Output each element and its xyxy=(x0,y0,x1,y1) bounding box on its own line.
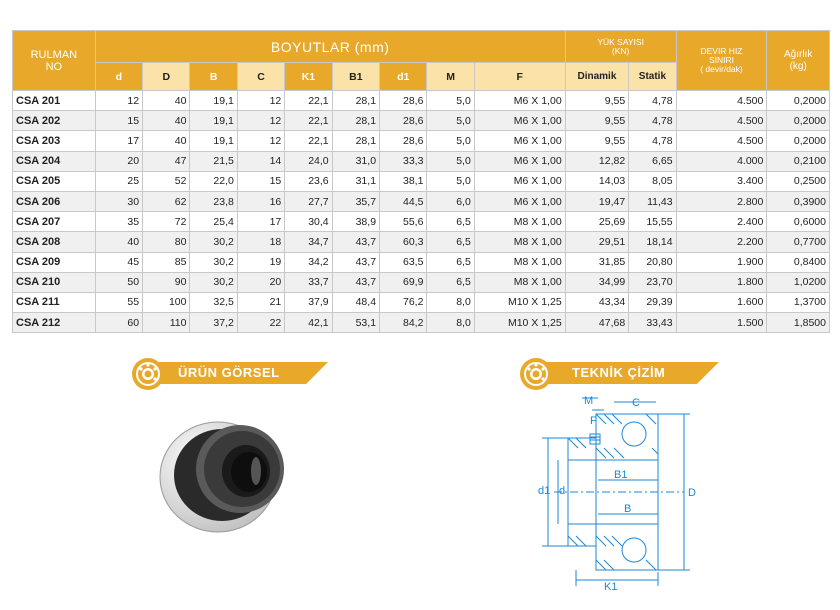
value-cell: 35 xyxy=(95,212,142,232)
col-M: M xyxy=(427,63,474,91)
specs-table xyxy=(12,30,830,333)
value-cell: 17 xyxy=(237,212,284,232)
value-cell: 4.500 xyxy=(676,91,767,111)
value-cell: 28,6 xyxy=(380,91,427,111)
value-cell: 1,0200 xyxy=(767,272,830,292)
value-cell: 27,7 xyxy=(285,191,332,211)
dim-M-label: M xyxy=(584,395,594,407)
bearing-code-cell: CSA 211 xyxy=(13,292,96,312)
value-cell: 37,2 xyxy=(190,313,237,333)
value-cell: 22,1 xyxy=(285,131,332,151)
bearing-logo-icon xyxy=(516,356,558,392)
value-cell: 12 xyxy=(237,91,284,111)
value-cell: 4.500 xyxy=(676,111,767,131)
value-cell: 25,4 xyxy=(190,212,237,232)
value-cell: 28,6 xyxy=(380,111,427,131)
bearing-code-cell: CSA 209 xyxy=(13,252,96,272)
table-row xyxy=(13,131,830,151)
value-cell: 25 xyxy=(95,171,142,191)
value-cell: 12 xyxy=(237,131,284,151)
value-cell: 33,43 xyxy=(629,313,676,333)
value-cell: 6,5 xyxy=(427,232,474,252)
value-cell: 0,2000 xyxy=(767,131,830,151)
value-cell: 2.800 xyxy=(676,191,767,211)
value-cell: 30,4 xyxy=(285,212,332,232)
value-cell: 22 xyxy=(237,313,284,333)
value-cell: 85 xyxy=(143,252,190,272)
urun-gorsel-title: ÜRÜN GÖRSEL xyxy=(178,365,280,380)
table-row xyxy=(13,212,830,232)
value-cell: 30,2 xyxy=(190,272,237,292)
dim-d-label: d xyxy=(559,485,566,497)
value-cell: 38,9 xyxy=(332,212,379,232)
bearing-code-cell: CSA 207 xyxy=(13,212,96,232)
value-cell: 40 xyxy=(143,111,190,131)
value-cell: 63,5 xyxy=(380,252,427,272)
value-cell: 19,1 xyxy=(190,91,237,111)
value-cell: 33,3 xyxy=(380,151,427,171)
value-cell: 31,0 xyxy=(332,151,379,171)
table-row xyxy=(13,191,830,211)
value-cell: 15 xyxy=(237,171,284,191)
value-cell: 76,2 xyxy=(380,292,427,312)
value-cell: 40 xyxy=(143,131,190,151)
value-cell: 1.900 xyxy=(676,252,767,272)
value-cell: 47 xyxy=(143,151,190,171)
value-cell: 30 xyxy=(95,191,142,211)
bearing-code-cell: CSA 204 xyxy=(13,151,96,171)
yuk-sayisi-header: YÜK SAYISI (KN) xyxy=(565,31,676,63)
value-cell: M6 X 1,00 xyxy=(474,131,565,151)
value-cell: 34,2 xyxy=(285,252,332,272)
col-B: B xyxy=(190,63,237,91)
value-cell: 2.200 xyxy=(676,232,767,252)
value-cell: 43,7 xyxy=(332,252,379,272)
dim-K1-label: K1 xyxy=(604,581,618,593)
dim-B1-label: B1 xyxy=(614,469,628,481)
value-cell: 28,1 xyxy=(332,91,379,111)
devir-hiz-header: DEVIR HIZ SINIRI ( devir/dak) xyxy=(676,31,767,91)
value-cell: 38,1 xyxy=(380,171,427,191)
value-cell: 17 xyxy=(95,131,142,151)
value-cell: 25,69 xyxy=(565,212,629,232)
value-cell: 19,1 xyxy=(190,131,237,151)
value-cell: M8 X 1,00 xyxy=(474,252,565,272)
value-cell: 0,2000 xyxy=(767,91,830,111)
value-cell: 0,3900 xyxy=(767,191,830,211)
value-cell: 48,4 xyxy=(332,292,379,312)
value-cell: 29,39 xyxy=(629,292,676,312)
value-cell: 21,5 xyxy=(190,151,237,171)
col-B1: B1 xyxy=(332,63,379,91)
boyutlar-header: BOYUTLAR (mm) xyxy=(95,31,565,63)
bearing-code-cell: CSA 205 xyxy=(13,171,96,191)
value-cell: 5,0 xyxy=(427,151,474,171)
value-cell: 6,65 xyxy=(629,151,676,171)
value-cell: 8,0 xyxy=(427,292,474,312)
value-cell: 20,80 xyxy=(629,252,676,272)
col-K1: K1 xyxy=(285,63,332,91)
bearing-code-cell: CSA 210 xyxy=(13,272,96,292)
value-cell: 21 xyxy=(237,292,284,312)
value-cell: 1,8500 xyxy=(767,313,830,333)
value-cell: M6 X 1,00 xyxy=(474,171,565,191)
value-cell: 50 xyxy=(95,272,142,292)
value-cell: 28,1 xyxy=(332,111,379,131)
bearing-code-cell: CSA 212 xyxy=(13,313,96,333)
bearing-code-cell: CSA 203 xyxy=(13,131,96,151)
dim-F-label: F xyxy=(590,415,597,427)
value-cell: 28,1 xyxy=(332,131,379,151)
col-dinamik: Dinamik xyxy=(565,63,629,91)
value-cell: 4.500 xyxy=(676,131,767,151)
table-row xyxy=(13,171,830,191)
value-cell: 9,55 xyxy=(565,111,629,131)
value-cell: 69,9 xyxy=(380,272,427,292)
value-cell: M6 X 1,00 xyxy=(474,111,565,131)
value-cell: 18,14 xyxy=(629,232,676,252)
value-cell: 40 xyxy=(95,232,142,252)
value-cell: 23,70 xyxy=(629,272,676,292)
value-cell: 5,0 xyxy=(427,111,474,131)
value-cell: 5,0 xyxy=(427,91,474,111)
bearing-code-cell: CSA 206 xyxy=(13,191,96,211)
value-cell: 30,2 xyxy=(190,252,237,272)
value-cell: 22,1 xyxy=(285,111,332,131)
col-C: C xyxy=(237,63,284,91)
value-cell: 23,8 xyxy=(190,191,237,211)
value-cell: 14 xyxy=(237,151,284,171)
value-cell: 22,0 xyxy=(190,171,237,191)
technical-drawing xyxy=(534,390,714,595)
bearing-code-cell: CSA 202 xyxy=(13,111,96,131)
bearing-logo-icon xyxy=(128,356,170,392)
value-cell: 0,2500 xyxy=(767,171,830,191)
value-cell: M6 X 1,00 xyxy=(474,91,565,111)
value-cell: M10 X 1,25 xyxy=(474,313,565,333)
value-cell: 72 xyxy=(143,212,190,232)
value-cell: 5,0 xyxy=(427,171,474,191)
value-cell: 34,7 xyxy=(285,232,332,252)
value-cell: 31,85 xyxy=(565,252,629,272)
value-cell: 44,5 xyxy=(380,191,427,211)
value-cell: 60,3 xyxy=(380,232,427,252)
table-row xyxy=(13,151,830,171)
dim-B-label: B xyxy=(624,503,632,515)
bearing-code-cell: CSA 208 xyxy=(13,232,96,252)
value-cell: 5,0 xyxy=(427,131,474,151)
value-cell: 80 xyxy=(143,232,190,252)
table-row xyxy=(13,272,830,292)
table-row xyxy=(13,292,830,312)
value-cell: 110 xyxy=(143,313,190,333)
table-row xyxy=(13,252,830,272)
value-cell: M6 X 1,00 xyxy=(474,191,565,211)
agirlik-header: Ağırlık (kg) xyxy=(767,31,830,91)
value-cell: 6,0 xyxy=(427,191,474,211)
value-cell: 47,68 xyxy=(565,313,629,333)
bearing-product-image xyxy=(150,405,310,535)
value-cell: 19 xyxy=(237,252,284,272)
value-cell: 23,6 xyxy=(285,171,332,191)
table-row xyxy=(13,313,830,333)
value-cell: 100 xyxy=(143,292,190,312)
value-cell: M8 X 1,00 xyxy=(474,212,565,232)
bearing-code-cell: CSA 201 xyxy=(13,91,96,111)
value-cell: 3.400 xyxy=(676,171,767,191)
value-cell: 11,43 xyxy=(629,191,676,211)
value-cell: 4,78 xyxy=(629,91,676,111)
value-cell: 1.500 xyxy=(676,313,767,333)
value-cell: 2.400 xyxy=(676,212,767,232)
specs-table-wrap xyxy=(12,30,830,333)
value-cell: 8,05 xyxy=(629,171,676,191)
value-cell: 6,5 xyxy=(427,252,474,272)
value-cell: 8,0 xyxy=(427,313,474,333)
value-cell: 19,47 xyxy=(565,191,629,211)
value-cell: 62 xyxy=(143,191,190,211)
urun-gorsel-banner xyxy=(128,356,328,388)
value-cell: 15 xyxy=(95,111,142,131)
value-cell: 52 xyxy=(143,171,190,191)
value-cell: 16 xyxy=(237,191,284,211)
value-cell: 9,55 xyxy=(565,91,629,111)
value-cell: 40 xyxy=(143,91,190,111)
col-statik: Statik xyxy=(629,63,676,91)
value-cell: 12,82 xyxy=(565,151,629,171)
col-F: F xyxy=(474,63,565,91)
rulman-no-header: RULMAN NO xyxy=(13,31,96,91)
value-cell: 0,6000 xyxy=(767,212,830,232)
value-cell: 0,7700 xyxy=(767,232,830,252)
value-cell: 14,03 xyxy=(565,171,629,191)
value-cell: 42,1 xyxy=(285,313,332,333)
table-row xyxy=(13,111,830,131)
value-cell: 32,5 xyxy=(190,292,237,312)
value-cell: 6,5 xyxy=(427,272,474,292)
value-cell: 1.600 xyxy=(676,292,767,312)
dim-d1-label: d1 xyxy=(538,485,551,497)
value-cell: 1.800 xyxy=(676,272,767,292)
value-cell: 28,6 xyxy=(380,131,427,151)
value-cell: 60 xyxy=(95,313,142,333)
value-cell: 37,9 xyxy=(285,292,332,312)
value-cell: M8 X 1,00 xyxy=(474,232,565,252)
value-cell: 6,5 xyxy=(427,212,474,232)
teknik-cizim-title: TEKNİK ÇİZİM xyxy=(572,365,666,380)
value-cell: 55,6 xyxy=(380,212,427,232)
value-cell: 33,7 xyxy=(285,272,332,292)
value-cell: 45 xyxy=(95,252,142,272)
value-cell: 84,2 xyxy=(380,313,427,333)
teknik-cizim-banner xyxy=(516,356,721,388)
value-cell: 53,1 xyxy=(332,313,379,333)
value-cell: 43,7 xyxy=(332,272,379,292)
col-d1: d1 xyxy=(380,63,427,91)
value-cell: 9,55 xyxy=(565,131,629,151)
value-cell: 0,2000 xyxy=(767,111,830,131)
value-cell: 31,1 xyxy=(332,171,379,191)
value-cell: 55 xyxy=(95,292,142,312)
value-cell: 34,99 xyxy=(565,272,629,292)
dim-C-label: C xyxy=(632,397,640,409)
value-cell: 30,2 xyxy=(190,232,237,252)
table-row xyxy=(13,91,830,111)
dim-D-label: D xyxy=(688,487,696,499)
value-cell: 19,1 xyxy=(190,111,237,131)
value-cell: 4.000 xyxy=(676,151,767,171)
value-cell: 43,34 xyxy=(565,292,629,312)
table-row xyxy=(13,232,830,252)
col-D: D xyxy=(143,63,190,91)
value-cell: 20 xyxy=(237,272,284,292)
value-cell: 12 xyxy=(237,111,284,131)
value-cell: 0,8400 xyxy=(767,252,830,272)
value-cell: 24,0 xyxy=(285,151,332,171)
value-cell: 20 xyxy=(95,151,142,171)
value-cell: 12 xyxy=(95,91,142,111)
value-cell: 0,2100 xyxy=(767,151,830,171)
col-d: d xyxy=(95,63,142,91)
value-cell: 15,55 xyxy=(629,212,676,232)
value-cell: 1,3700 xyxy=(767,292,830,312)
value-cell: M10 X 1,25 xyxy=(474,292,565,312)
value-cell: M8 X 1,00 xyxy=(474,272,565,292)
value-cell: M6 X 1,00 xyxy=(474,151,565,171)
value-cell: 29,51 xyxy=(565,232,629,252)
value-cell: 35,7 xyxy=(332,191,379,211)
value-cell: 43,7 xyxy=(332,232,379,252)
value-cell: 18 xyxy=(237,232,284,252)
value-cell: 22,1 xyxy=(285,91,332,111)
value-cell: 4,78 xyxy=(629,111,676,131)
value-cell: 4,78 xyxy=(629,131,676,151)
value-cell: 90 xyxy=(143,272,190,292)
